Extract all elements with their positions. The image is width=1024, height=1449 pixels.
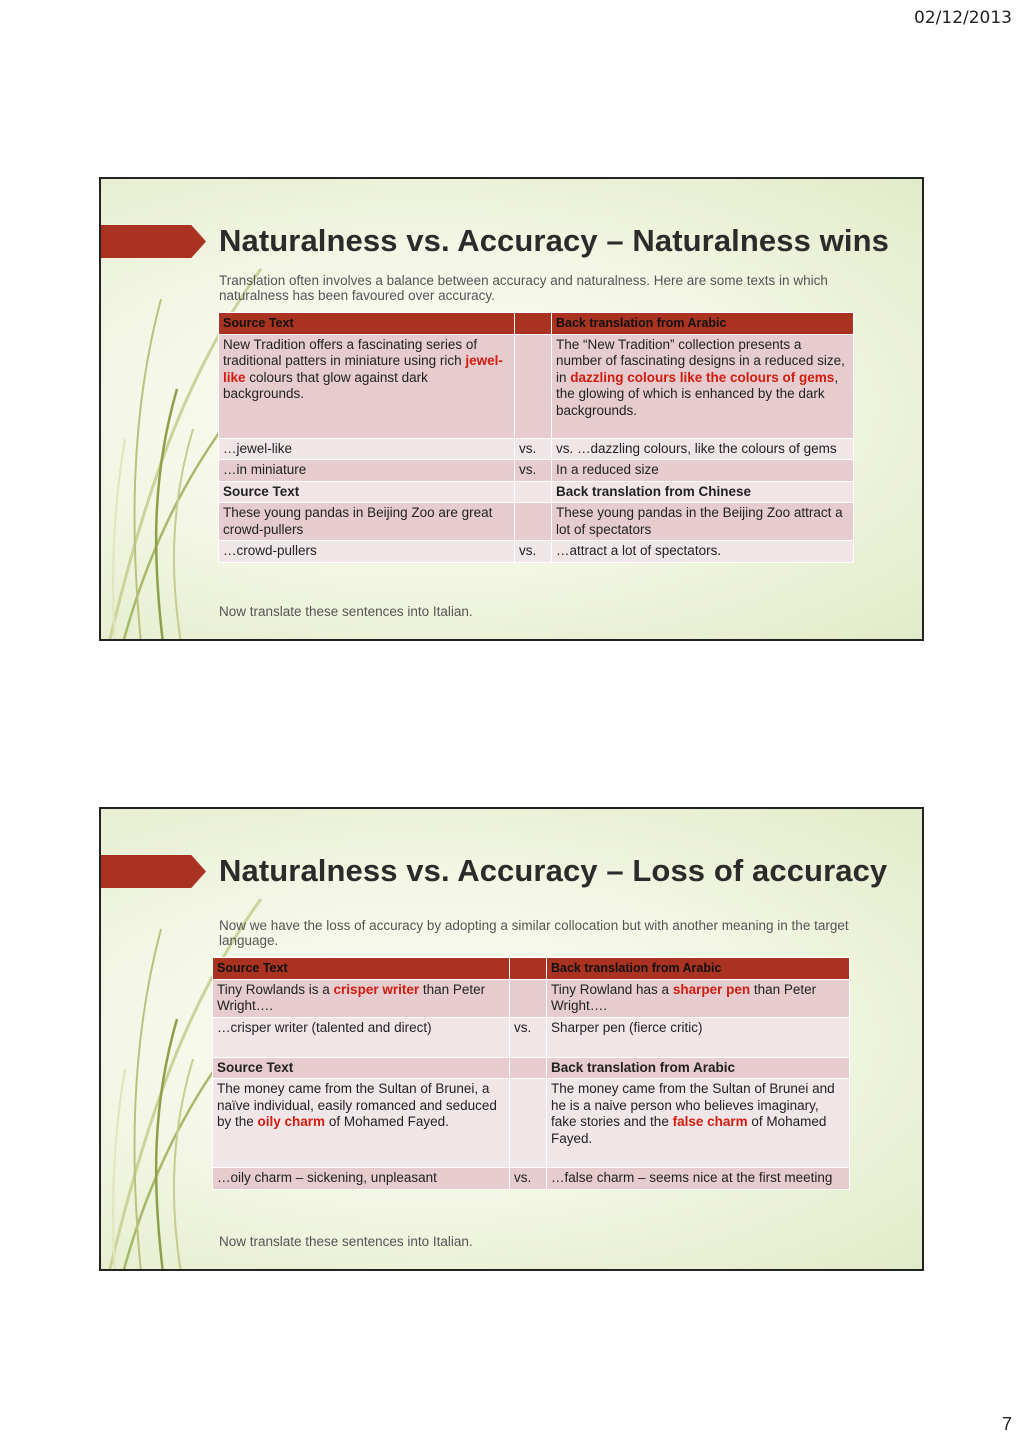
translation-table <box>212 957 850 1190</box>
vs-cell <box>510 979 547 1017</box>
table-row <box>219 460 854 482</box>
back-cell: These young pandas in the Beijing Zoo attract a lot of spectators <box>552 503 854 541</box>
header-source: Source Text <box>219 313 515 335</box>
highlight: sharper pen <box>672 981 751 997</box>
table-row <box>213 1079 850 1168</box>
vs-cell <box>510 1057 547 1079</box>
translation-table <box>218 312 854 563</box>
table-row <box>213 1168 850 1190</box>
table-row <box>219 503 854 541</box>
vs-cell: vs. <box>510 1017 547 1057</box>
source-cell: …oily charm – sickening, unpleasant <box>213 1168 510 1190</box>
back-cell: The money came from the Sultan of Brunei and he is a naive person who believes imaginary, fake stories and the false charm of Mohamed Fayed. <box>547 1079 850 1168</box>
vs-cell <box>515 334 552 438</box>
outro-text: Now translate these sentences into Italian. <box>219 604 473 619</box>
back-cell: …false charm – seems nice at the first meeting <box>547 1168 850 1190</box>
header-source: Source Text <box>213 958 510 980</box>
back-cell: Tiny Rowland has a sharper pen than Peter Wright…. <box>547 979 850 1017</box>
vs-cell: vs. <box>510 1168 547 1190</box>
source-cell: …crisper writer (talented and direct) <box>213 1017 510 1057</box>
source-cell: The money came from the Sultan of Brunei, a naïve individual, easily romanced and seduced by the oily charm of Mohamed Fayed. <box>213 1079 510 1168</box>
title-banner <box>101 855 206 888</box>
source-cell: Source Text <box>219 481 515 503</box>
highlight: crisper writer <box>333 981 420 997</box>
intro-text: Translation often involves a balance between accuracy and naturalness. Here are some texts in which naturalness has been favoured over accuracy. <box>219 273 828 303</box>
header-vs <box>515 313 552 335</box>
slide-title: Naturalness vs. Accuracy – Naturalness wins <box>219 223 889 258</box>
outro-text: Now translate these sentences into Italian. <box>219 1234 473 1249</box>
table-row <box>219 541 854 563</box>
vs-cell: vs. <box>515 438 552 460</box>
vs-cell <box>510 1079 547 1168</box>
source-cell: …crowd-pullers <box>219 541 515 563</box>
source-cell: New Tradition offers a fascinating series of traditional patters in miniature using rich jewel-like colours that glow against dark backgrounds. <box>219 334 515 438</box>
back-cell: vs. …dazzling colours, like the colours of gems <box>552 438 854 460</box>
table-subheader-row <box>219 481 854 503</box>
slide-naturalness-wins <box>99 177 924 641</box>
page-date: 02/12/2013 <box>914 8 1012 28</box>
header-back: Back translation from Arabic <box>552 313 854 335</box>
vs-cell: vs. <box>515 460 552 482</box>
back-cell: Sharper pen (fierce critic) <box>547 1017 850 1057</box>
back-cell: Back translation from Arabic <box>547 1057 850 1079</box>
back-cell: In a reduced size <box>552 460 854 482</box>
table-row <box>213 979 850 1017</box>
table-subheader-row <box>213 1057 850 1079</box>
page-number: 7 <box>1001 1414 1012 1434</box>
intro-text: Now we have the loss of accuracy by adopting a similar collocation but with another meaning in the target language. <box>219 918 849 948</box>
back-cell: Back translation from Chinese <box>552 481 854 503</box>
source-cell: …in miniature <box>219 460 515 482</box>
highlight: jewel-like <box>223 353 503 385</box>
source-cell: …jewel-like <box>219 438 515 460</box>
highlight: dazzling colours like the colours of gems <box>570 369 835 385</box>
source-cell: These young pandas in Beijing Zoo are great crowd-pullers <box>219 503 515 541</box>
source-cell: Tiny Rowlands is a crisper writer than Peter Wright…. <box>213 979 510 1017</box>
table-header-row <box>219 313 854 335</box>
back-cell: The “New Tradition” collection presents a number of fascinating designs in a reduced size, in dazzling colours like the colours of gems, the glowing of which is enhanced by the dark backgrounds. <box>552 334 854 438</box>
header-back: Back translation from Arabic <box>547 958 850 980</box>
title-banner <box>101 225 206 258</box>
vs-cell <box>515 481 552 503</box>
table-header-row <box>213 958 850 980</box>
vs-cell <box>515 503 552 541</box>
vs-cell: vs. <box>515 541 552 563</box>
header-vs <box>510 958 547 980</box>
table-row <box>213 1017 850 1057</box>
table-row <box>219 334 854 438</box>
slide-loss-of-accuracy <box>99 807 924 1271</box>
source-cell: Source Text <box>213 1057 510 1079</box>
table-row <box>219 438 854 460</box>
back-cell: …attract a lot of spectators. <box>552 541 854 563</box>
highlight: oily charm <box>257 1114 326 1129</box>
slide-title: Naturalness vs. Accuracy – Loss of accuracy <box>219 853 888 888</box>
highlight: false charm <box>672 1114 748 1129</box>
